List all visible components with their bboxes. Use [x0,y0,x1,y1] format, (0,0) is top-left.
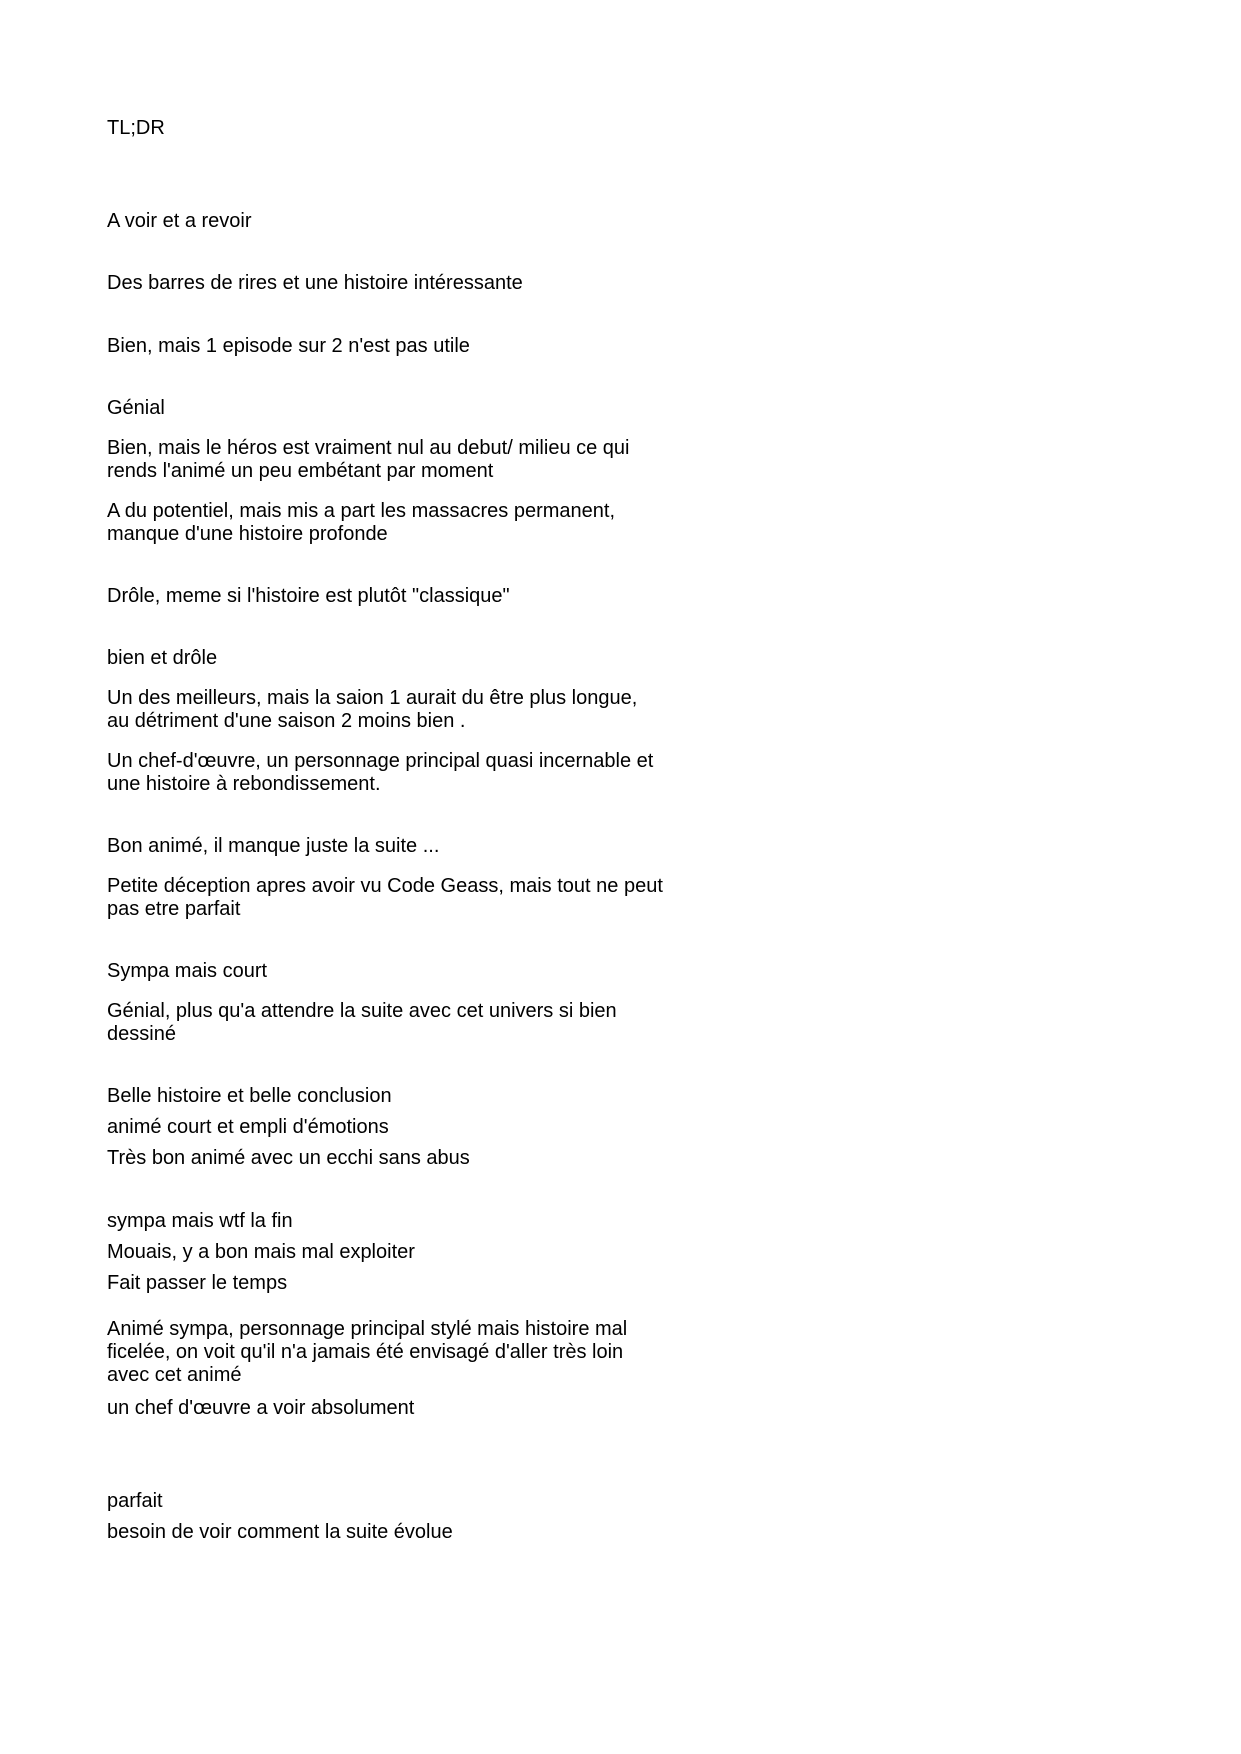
review-line: Un des meilleurs, mais la saion 1 aurait du être plus longue, au détriment d'une saison 2 moins bien . [107,687,638,732]
review-line: Bien, mais 1 episode sur 2 n'est pas utile [107,335,470,357]
review-line: besoin de voir comment la suite évolue [107,1521,453,1543]
review-line: Drôle, meme si l'histoire est plutôt "classique" [107,585,510,607]
review-line: Bon animé, il manque juste la suite ... [107,835,440,857]
review-line: Très bon animé avec un ecchi sans abus [107,1147,470,1169]
review-line: Belle histoire et belle conclusion [107,1085,392,1107]
review-line: A du potentiel, mais mis a part les massacres permanent, manque d'une histoire profonde [107,500,616,545]
review-line: Génial [107,397,165,419]
review-line: A voir et a revoir [107,210,252,232]
review-line: Petite déception apres avoir vu Code Geass, mais tout ne peut pas etre parfait [107,875,663,920]
review-line: Sympa mais court [107,960,268,982]
review-line: Des barres de rires et une histoire intéressante [107,272,523,294]
review-line: Mouais, y a bon mais mal exploiter [107,1241,415,1263]
review-line: Génial, plus qu'a attendre la suite avec cet univers si bien dessiné [107,1000,617,1045]
review-line: animé court et empli d'émotions [107,1116,389,1138]
review-line: bien et drôle [107,647,218,669]
review-line: Animé sympa, personnage principal stylé mais histoire mal ficelée, on voit qu'il n'a jamais été envisagé d'aller très loin avec cet animé [107,1318,628,1386]
review-line: parfait [107,1490,163,1512]
review-line: Fait passer le temps [107,1272,288,1294]
review-line: Bien, mais le héros est vraiment nul au debut/ milieu ce qui rends l'animé un peu embétant par moment [107,437,630,482]
document-title: TL;DR [107,117,165,139]
review-line: un chef d'œuvre a voir absolument [107,1397,415,1419]
review-line: Un chef-d'œuvre, un personnage principal quasi incernable et une histoire à rebondissement. [107,750,654,795]
review-line: sympa mais wtf la fin [107,1210,293,1232]
